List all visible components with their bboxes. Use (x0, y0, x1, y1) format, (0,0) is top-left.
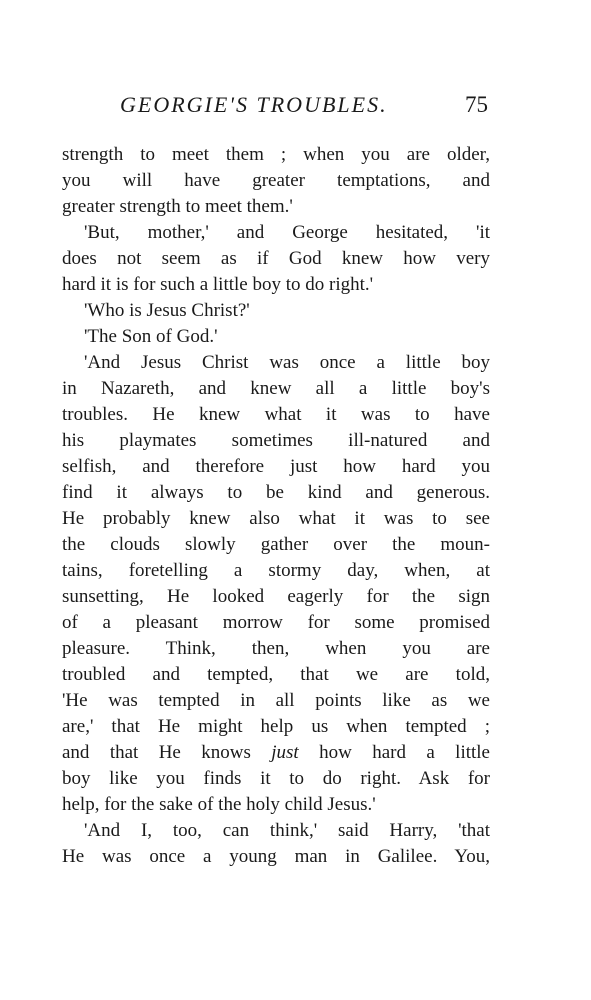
text-line: sunsetting, He looked eagerly for the sign (62, 586, 490, 607)
text-line: pleasure. Think, then, when you are (62, 638, 490, 659)
italic-emphasis: just (271, 742, 299, 763)
text-segment: how hard a little (298, 742, 490, 763)
text-line: find it always to be kind and generous. (62, 482, 490, 503)
text-line: troubles. He knew what it was to have (62, 404, 490, 425)
text-segment: and that He knows (62, 742, 272, 763)
text-line: 'Who is Jesus Christ?' (84, 300, 250, 321)
text-line: strength to meet them ; when you are older, (62, 144, 490, 165)
text-line: his playmates sometimes ill-natured and (62, 430, 490, 451)
running-title: GEORGIE'S TROUBLES. (120, 92, 388, 117)
text-line: greater strength to meet them.' (62, 196, 293, 217)
page-number: 75 (465, 92, 488, 117)
text-line: He probably knew also what it was to see (62, 508, 490, 529)
text-line: help, for the sake of the holy child Jesus.' (62, 794, 376, 815)
body-text (62, 142, 490, 870)
text-line: 'And I, too, can think,' said Harry, 'that (84, 820, 490, 841)
text-line: are,' that He might help us when tempted ; (62, 716, 490, 737)
text-line: boy like you finds it to do right. Ask for (62, 768, 490, 789)
text-line: He was once a young man in Galilee. You, (62, 846, 490, 867)
text-line: 'And Jesus Christ was once a little boy (84, 352, 490, 373)
text-line: of a pleasant morrow for some promised (62, 612, 490, 633)
text-line: selfish, and therefore just how hard you (62, 456, 490, 477)
text-line: 'He was tempted in all points like as we (62, 690, 490, 711)
text-line: tains, foretelling a stormy day, when, at (62, 560, 490, 581)
text-line: does not seem as if God knew how very (62, 248, 490, 269)
text-line (62, 740, 490, 766)
running-head (62, 90, 490, 126)
text-line: troubled and tempted, that we are told, (62, 664, 490, 685)
text-line: 'The Son of God.' (84, 326, 218, 347)
text-line: in Nazareth, and knew all a little boy's (62, 378, 490, 399)
text-line: 'But, mother,' and George hesitated, 'it (84, 222, 490, 243)
text-line: hard it is for such a little boy to do right.' (62, 274, 374, 295)
text-line: you will have greater temptations, and (62, 170, 490, 191)
text-line: the clouds slowly gather over the moun- (62, 534, 490, 555)
